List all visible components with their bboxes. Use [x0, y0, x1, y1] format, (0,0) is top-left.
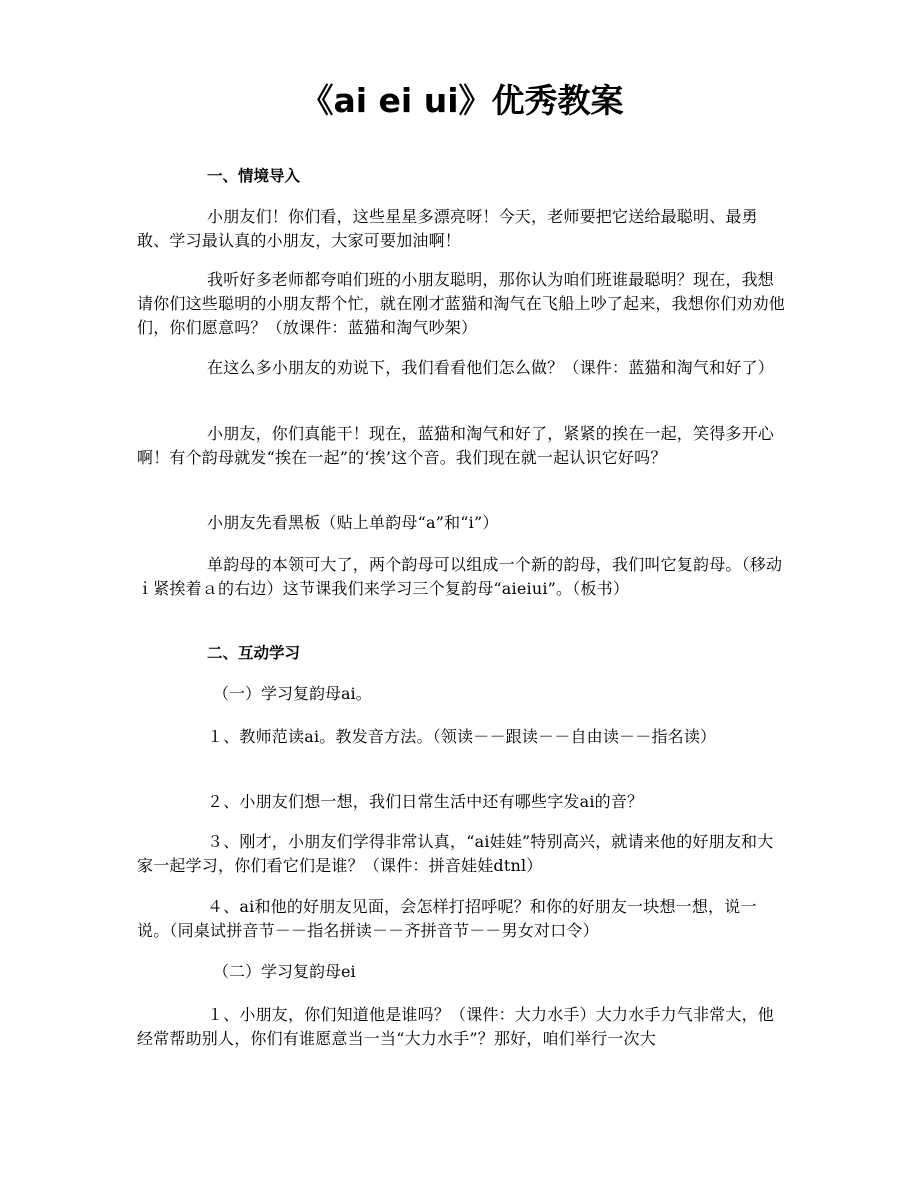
subsection-heading-ei: （二）学习复韵母ei: [213, 962, 356, 981]
paragraph: 我听好多老师都夸咱们班的小朋友聪明，那你认为咱们班谁最聪明？现在，我想请你们这些聪明的小朋友帮个忙，就在刚才蓝猫和淘气在飞船上吵了起来，我想你们劝劝他们，你们愿意吗？（放课件：蓝猫和淘气吵架）: [137, 270, 786, 337]
subsection-heading-ai: （一）学习复韵母ai。: [213, 684, 372, 703]
section-heading-context-intro: 一、情境导入: [207, 167, 301, 185]
section-heading-interactive-learning: 二、互动学习: [207, 644, 301, 662]
paragraph: １、教师范读ai。教发音方法。（领读－－跟读－－自由读－－指名读）: [207, 727, 717, 746]
paragraph: 小朋友先看黑板（贴上单韵母“a”和“i”）: [207, 513, 499, 532]
paragraph: １、小朋友，你们知道他是谁吗？（课件：大力水手）大力水手力气非常大，他经常帮助别人，你们有谁愿意当一当“大力水手”？那好，咱们举行一次大: [137, 1005, 775, 1048]
paragraph: 单韵母的本领可大了，两个韵母可以组成一个新的韵母，我们叫它复韵母。（移动ｉ紧挨着ａ的右边）这节课我们来学习三个复韵母“aieiui”。（板书）: [137, 555, 783, 598]
paragraph: ４、ai和他的好朋友见面，会怎样打招呼呢？和你的好朋友一块想一想，说一说。（同桌试拼音节－－指名拼读－－齐拼音节－－男女对口令）: [137, 897, 757, 940]
paragraph: ３、刚才，小朋友们学得非常认真，“ai娃娃”特别高兴，就请来他的好朋友和大家一起学习，你们看它们是谁？（课件：拼音娃娃dtnl）: [137, 832, 774, 875]
document-title: 《ai ei ui》优秀教案: [300, 81, 624, 120]
paragraph: 小朋友，你们真能干！现在，蓝猫和淘气和好了，紧紧的挨在一起，笑得多开心啊！有个韵母就发“挨在一起”的‘挨’这个音。我们现在就一起认识它好吗？: [137, 424, 775, 467]
paragraph: ２、小朋友们想一想，我们日常生活中还有哪些字发ai的音？: [207, 792, 644, 811]
paragraph: 在这么多小朋友的劝说下，我们看看他们怎么做？（课件：蓝猫和淘气和好了）: [207, 358, 775, 377]
paragraph: 小朋友们！你们看，这些星星多漂亮呀！今天，老师要把它送给最聪明、最勇敢、学习最认真的小朋友，大家可要加油啊！: [137, 207, 758, 250]
